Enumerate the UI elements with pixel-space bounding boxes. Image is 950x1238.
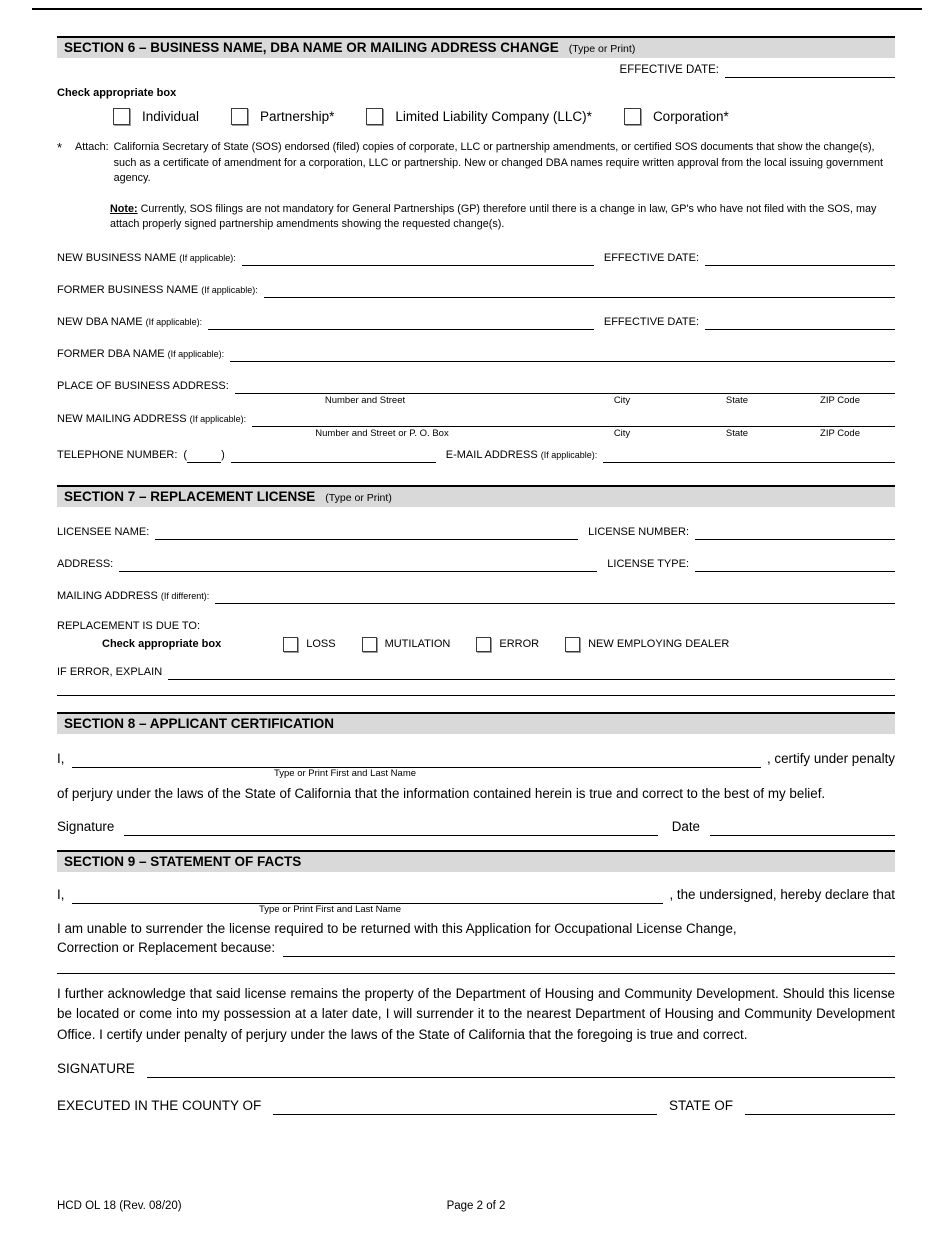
effective-date-label: EFFECTIVE DATE: [619, 64, 719, 76]
area-code-open-paren: ( [183, 448, 188, 461]
certification-signature-row [57, 818, 895, 836]
mailing-address-row [57, 589, 895, 604]
former-dba-name-label: FORMER DBA NAME (If applicable): [57, 347, 225, 360]
new-mailing-address-row [57, 412, 895, 427]
attach-text: California Secretary of State (SOS) endorsed (filed) copies of corporate, LLC or partnership amendments, or certified SOS documents that show the change(s), such as a certificate of amendment for a corporation, LLC or partnership. New or changed DBA names require written approval from the local issuing government agency. [113, 141, 883, 184]
telephone-input[interactable] [231, 449, 436, 463]
note-text: Currently, SOS filings are not mandatory for General Partnerships (GP) therefore until there is a change in law, GP's who have not filed with the SOS, may attach properly signed partnership amendments showing the requested change(s). [110, 202, 877, 230]
error-label: ERROR [499, 638, 540, 650]
license-type-label: LICENSE TYPE: [607, 557, 689, 570]
partnership-label: Partnership* [260, 109, 335, 124]
note-label: Note: [110, 202, 138, 215]
attach-note [57, 140, 895, 187]
section7-title: SECTION 7 – REPLACEMENT LICENSE [64, 488, 316, 504]
individual-label: Individual [142, 109, 200, 124]
sos-note [110, 202, 895, 233]
entity-option-partnership [231, 108, 334, 125]
mutilation-label: MUTILATION [384, 638, 451, 650]
hint-zip: ZIP Code [820, 394, 860, 406]
statement-name-row [57, 886, 895, 904]
area-code-input[interactable] [187, 449, 221, 463]
error-checkbox[interactable] [476, 637, 491, 652]
replacement-reason-row [57, 637, 895, 652]
statement-acknowledgement: I further acknowledge that said license remains the property of the Department of Housing and Community Development. Should this license be located or come into my possession at a later date, I will surrender it to the nearest Department of Housing and Community Development Office. I certify under penalty of perjury under the laws of the State of California that the foregoing is true and correct. [57, 985, 895, 1042]
attach-asterisk: * [57, 140, 63, 155]
hint-city: City [613, 394, 631, 406]
mutilation-checkbox[interactable] [362, 637, 377, 652]
mailing-address-hints [57, 428, 895, 440]
hint-number-street-pobox: Number and Street or P. O. Box [315, 427, 449, 439]
address-label: ADDRESS: [57, 557, 114, 570]
partnership-checkbox[interactable] [231, 108, 248, 125]
check-appropriate-box-label-2: Check appropriate box [102, 638, 222, 650]
statement-signature-label: SIGNATURE [57, 1061, 135, 1076]
page-number: Page 2 of 2 [446, 1200, 506, 1212]
certification-name-row [57, 750, 895, 768]
mailing-address-input[interactable] [215, 590, 895, 604]
section6-header [57, 36, 895, 58]
loss-label: LOSS [306, 638, 336, 650]
if-error-input[interactable] [168, 666, 895, 680]
hint-state-2: State [725, 427, 749, 439]
section6-type-or-print: (Type or Print) [568, 43, 636, 55]
page-top-rule [32, 8, 922, 10]
licensee-name-label: LICENSEE NAME: [57, 525, 150, 538]
section7-header [57, 485, 895, 507]
effective-date-input[interactable] [725, 64, 895, 78]
section6-title: SECTION 6 – BUSINESS NAME, DBA NAME OR MAILING ADDRESS CHANGE [64, 40, 559, 55]
certification-name-input[interactable] [72, 752, 761, 768]
certification-body: of perjury under the laws of the State of California that the information contained herein is true and correct to the best of my belief. [57, 785, 826, 801]
mailing-address-label: MAILING ADDRESS (If different): [57, 589, 210, 602]
check-appropriate-box-label: Check appropriate box [57, 87, 177, 99]
section7-type-or-print: (Type or Print) [325, 491, 392, 504]
entity-option-corporation [624, 108, 729, 125]
replacement-reason-options [283, 637, 729, 652]
if-error-extra-line[interactable] [57, 695, 895, 696]
license-number-input[interactable] [695, 526, 895, 540]
llc-checkbox[interactable] [366, 108, 383, 125]
llc-label: Limited Liability Company (LLC)* [395, 109, 592, 124]
area-code-close-paren: ) [221, 448, 225, 461]
date-input[interactable] [710, 820, 895, 836]
new-dba-name-label: NEW DBA NAME (If applicable): [57, 315, 203, 328]
place-of-business-input[interactable] [235, 380, 895, 394]
certification-i-prefix: I, [57, 750, 65, 766]
new-business-name-label: NEW BUSINESS NAME (If applicable): [57, 251, 236, 264]
reason-option-mutilation [362, 637, 451, 652]
loss-checkbox[interactable] [283, 637, 298, 652]
signature-label: Signature [57, 818, 115, 834]
attach-label: Attach: [75, 141, 109, 153]
address-row [57, 557, 895, 572]
form-page [0, 8, 950, 1238]
corporation-label: Corporation* [652, 109, 729, 124]
signature-input[interactable] [124, 820, 657, 836]
new-business-effective-date-input[interactable] [705, 252, 895, 266]
section8-title: SECTION 8 – APPLICANT CERTIFICATION [64, 715, 335, 731]
address-input[interactable] [119, 558, 597, 572]
section9-title: SECTION 9 – STATEMENT OF FACTS [64, 853, 302, 869]
new-mailing-address-label: NEW MAILING ADDRESS (If applicable): [57, 412, 247, 425]
new-dba-effective-date-input[interactable] [705, 316, 895, 330]
statement-i-prefix: I, [57, 886, 65, 902]
state-of-label: STATE OF [669, 1098, 733, 1113]
section9-header [57, 850, 895, 872]
entity-option-llc [366, 108, 592, 125]
new-mailing-address-input[interactable] [252, 413, 895, 427]
hint-city-2: City [613, 427, 631, 439]
statement-signature-row [57, 1059, 895, 1078]
form-number: HCD OL 18 (Rev. 08/20) [57, 1200, 182, 1212]
new-business-name-row [57, 251, 895, 266]
executed-county-label: EXECUTED IN THE COUNTY OF [57, 1098, 262, 1113]
executed-county-row [57, 1096, 895, 1115]
new-employing-dealer-label: NEW EMPLOYING DEALER [588, 638, 730, 650]
reason-option-error [476, 637, 539, 652]
replacement-due-label: REPLACEMENT IS DUE TO: [57, 619, 201, 632]
reason-option-new-employing-dealer [565, 637, 729, 652]
corporation-checkbox[interactable] [624, 108, 641, 125]
hint-state: State [725, 394, 749, 406]
telephone-label: TELEPHONE NUMBER: [57, 448, 178, 461]
statement-signature-input[interactable] [147, 1062, 895, 1078]
former-business-name-row [57, 283, 895, 298]
email-input[interactable] [603, 449, 895, 463]
new-business-name-input[interactable] [242, 252, 594, 266]
declare-suffix: , the undersigned, hereby declare that [669, 886, 895, 902]
place-of-business-row [57, 379, 895, 394]
statement-body-line1: I am unable to surrender the license required to be returned with this Application for Occupational License Change, [57, 920, 737, 936]
new-dba-name-row [57, 315, 895, 330]
license-type-input[interactable] [695, 558, 895, 572]
statement-extra-line[interactable] [57, 973, 895, 974]
former-business-name-label: FORMER BUSINESS NAME (If applicable): [57, 283, 258, 296]
individual-checkbox[interactable] [113, 108, 130, 125]
hint-number-and-street: Number and Street [324, 394, 406, 406]
certification-name-hint: Type or Print First and Last Name [273, 767, 417, 779]
licensee-name-row [57, 525, 895, 540]
entity-option-individual [113, 108, 199, 125]
county-input[interactable] [273, 1099, 657, 1115]
certify-suffix: , certify under penalty [766, 750, 895, 766]
date-label: Date [671, 818, 700, 834]
state-input[interactable] [745, 1099, 895, 1115]
place-of-business-label: PLACE OF BUSINESS ADDRESS: [57, 379, 229, 392]
statement-name-hint: Type or Print First and Last Name [258, 903, 402, 915]
section6-effective-date-row [57, 63, 895, 78]
business-address-hints [57, 395, 895, 407]
if-error-row [57, 665, 895, 680]
page-footer [57, 1197, 895, 1212]
telephone-email-row [57, 448, 895, 463]
hint-zip-2: ZIP Code [820, 427, 860, 439]
if-error-label: IF ERROR, EXPLAIN [57, 665, 163, 678]
statement-because-label: Correction or Replacement because: [57, 939, 276, 955]
statement-because-input[interactable] [283, 941, 895, 957]
new-dba-effective-date-label: EFFECTIVE DATE: [603, 315, 699, 328]
reason-option-loss [283, 637, 335, 652]
statement-name-input[interactable] [72, 888, 663, 904]
new-dba-name-input[interactable] [208, 316, 594, 330]
former-dba-name-input[interactable] [230, 348, 895, 362]
section8-header [57, 712, 895, 734]
new-employing-dealer-checkbox[interactable] [565, 637, 580, 652]
new-business-effective-date-label: EFFECTIVE DATE: [603, 251, 699, 264]
licensee-name-input[interactable] [155, 526, 578, 540]
former-business-name-input[interactable] [264, 284, 895, 298]
license-number-label: LICENSE NUMBER: [588, 525, 689, 538]
former-dba-name-row [57, 347, 895, 362]
email-label: E-MAIL ADDRESS (If applicable): [445, 448, 598, 461]
entity-type-options [57, 108, 895, 125]
statement-because-row [57, 939, 895, 957]
